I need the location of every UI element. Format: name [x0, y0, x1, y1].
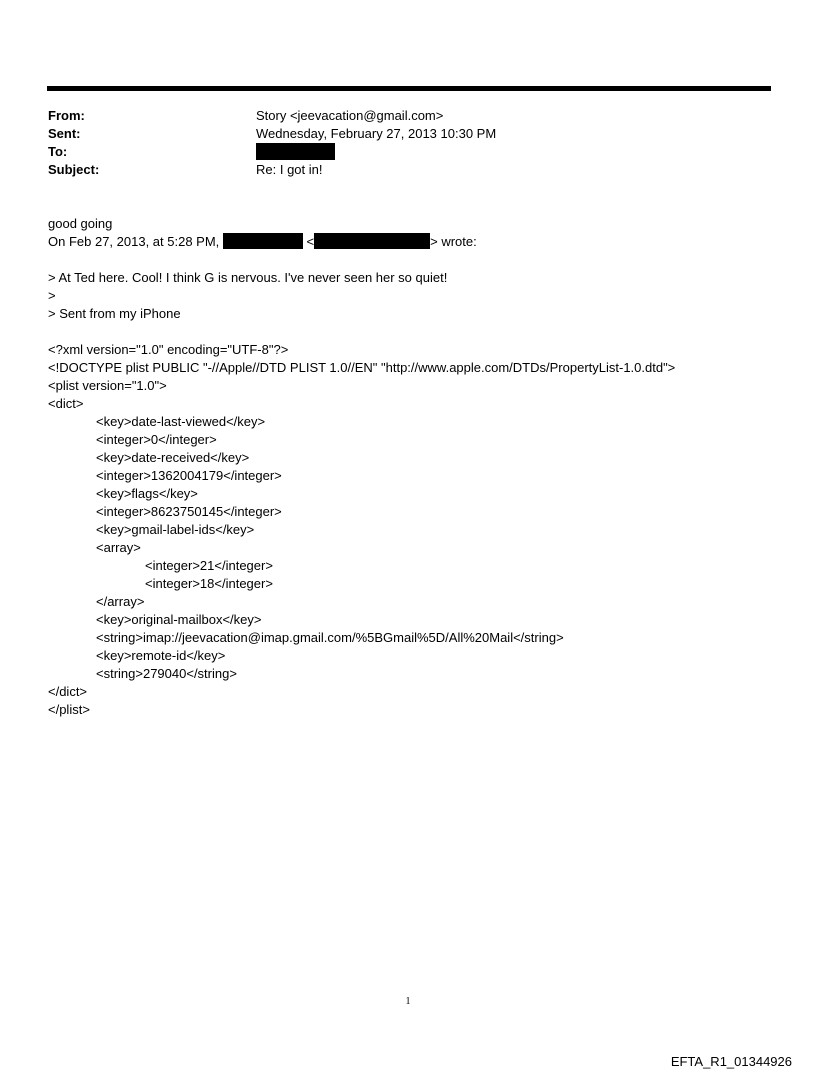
subject-label: Subject:	[48, 162, 100, 177]
redaction-block	[256, 143, 335, 160]
plist-line: <!DOCTYPE plist PUBLIC "-//Apple//DTD PLIST 1.0//EN" "http://www.apple.com/DTDs/PropertyList-1.0.dtd">	[48, 360, 676, 375]
quote-intro-lt: <	[306, 234, 315, 249]
quote-intro-suffix: > wrote:	[430, 234, 477, 249]
to-value	[256, 143, 335, 161]
plist-line: <key>date-received</key>	[96, 450, 250, 465]
plist-line: <integer>0</integer>	[96, 432, 217, 447]
subject-row	[48, 161, 748, 179]
quote-intro-prefix: On Feb 27, 2013, at 5:28 PM,	[48, 234, 220, 249]
plist-line: <integer>18</integer>	[145, 576, 273, 591]
sent-value: Wednesday, February 27, 2013 10:30 PM	[256, 126, 497, 141]
plist-line: <integer>1362004179</integer>	[96, 468, 282, 483]
plist-line: <key>flags</key>	[96, 486, 198, 501]
to-row	[48, 143, 748, 161]
subject-value: Re: I got in!	[256, 162, 323, 177]
redaction-block	[223, 233, 303, 249]
quoted-line: > At Ted here. Cool! I think G is nervous. I've never seen her so quiet!	[48, 270, 448, 285]
plist-line: </plist>	[48, 702, 90, 717]
from-value: Story <jeevacation@gmail.com>	[256, 108, 444, 123]
page-number: 1	[405, 996, 411, 1007]
plist-line: <?xml version="1.0" encoding="UTF-8"?>	[48, 342, 289, 357]
plist-line: <string>imap://jeevacation@imap.gmail.com/%5BGmail%5D/All%20Mail</string>	[96, 630, 564, 645]
plist-line: <key>gmail-label-ids</key>	[96, 522, 255, 537]
reply-text: good going	[48, 216, 113, 231]
plist-line: <array>	[96, 540, 141, 555]
plist-line: <key>original-mailbox</key>	[96, 612, 262, 627]
sent-label: Sent:	[48, 126, 81, 141]
plist-line: <key>remote-id</key>	[96, 648, 226, 663]
plist-line: <plist version="1.0">	[48, 378, 167, 393]
redaction-block	[314, 233, 430, 249]
quoted-line: >	[48, 288, 56, 303]
quote-intro	[48, 233, 477, 251]
plist-line: </dict>	[48, 684, 88, 699]
plist-line: <string>279040</string>	[96, 666, 237, 681]
from-label: From:	[48, 108, 85, 123]
quoted-line: > Sent from my iPhone	[48, 306, 181, 321]
document-id: EFTA_R1_01344926	[670, 1054, 792, 1069]
to-label: To:	[48, 144, 68, 159]
plist-line: <integer>21</integer>	[145, 558, 273, 573]
from-row	[48, 107, 748, 125]
plist-line: <key>date-last-viewed</key>	[96, 414, 266, 429]
sent-row	[48, 125, 748, 143]
plist-line: </array>	[96, 594, 145, 609]
header-divider	[47, 86, 771, 91]
plist-line: <integer>8623750145</integer>	[96, 504, 282, 519]
plist-line: <dict>	[48, 396, 84, 411]
